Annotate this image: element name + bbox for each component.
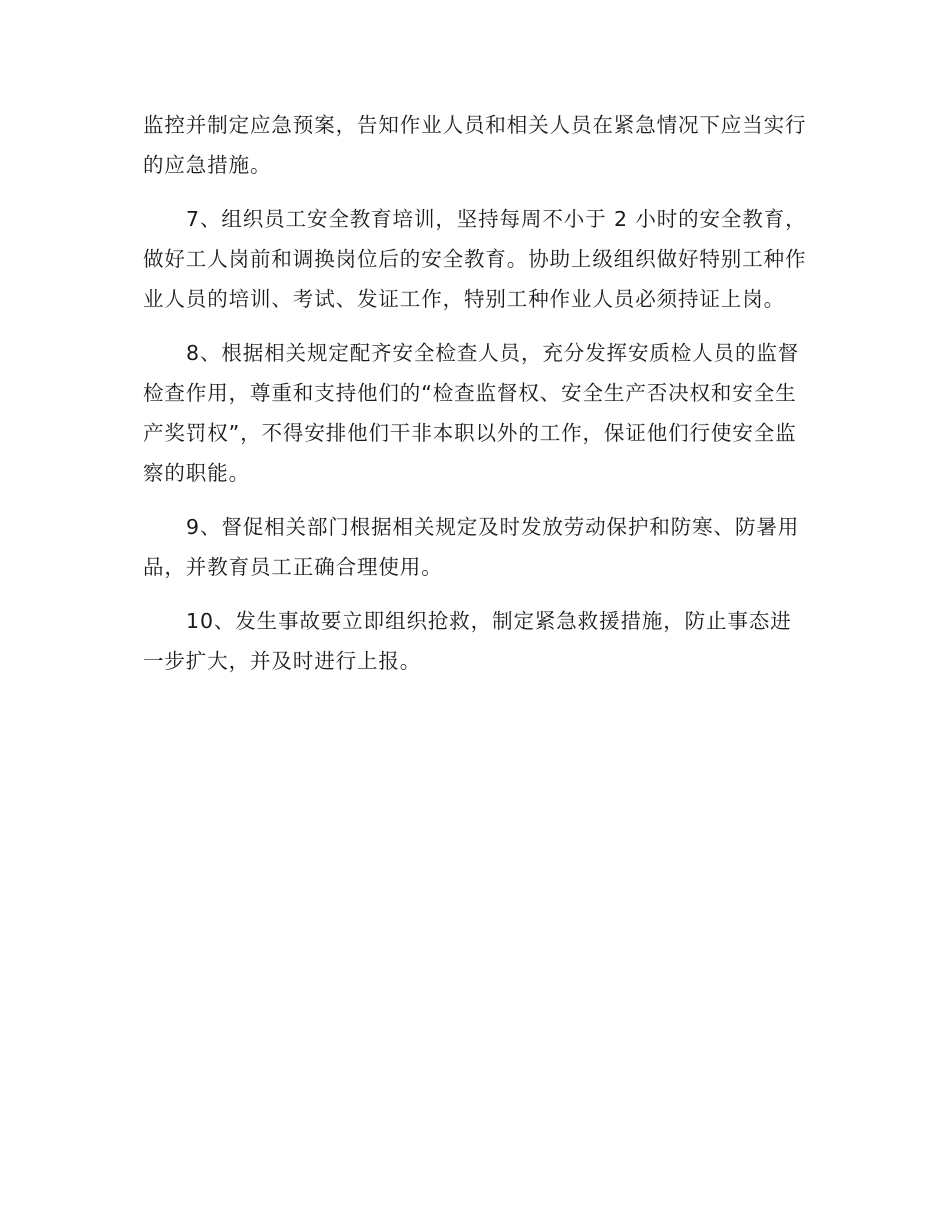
paragraph-item-7: 7、组织员工安全教育培训，坚持每周不小于 2 小时的安全教育，做好工人岗前和调换岗位后的安全教育。协助上级组织做好特别工种作业人员的培训、考试、发证工作，特别工种作业人员必须持证上岗。: [143, 207, 807, 311]
paragraph-item-10: 10、发生事故要立即组织抢救，制定紧急救援措施，防止事态进一步扩大，并及时进行上报。: [143, 609, 792, 673]
paragraph-continuation: 监控并制定应急预案，告知作业人员和相关人员在紧急情况下应当实行的应急措施。: [143, 113, 807, 177]
document-body: [143, 105, 811, 695]
paragraph-item-9: 9、督促相关部门根据相关规定及时发放劳动保护和防寒、防暑用品，并教育员工正确合理使用。: [143, 515, 800, 579]
paragraph-item-8: 8、根据相关规定配齐安全检查人员，充分发挥安质检人员的监督检查作用，尊重和支持他们的“检查监督权、安全生产否决权和安全生产奖罚权”，不得安排他们干非本职以外的工作，保证他们行使安全监察的职能。: [143, 341, 800, 485]
